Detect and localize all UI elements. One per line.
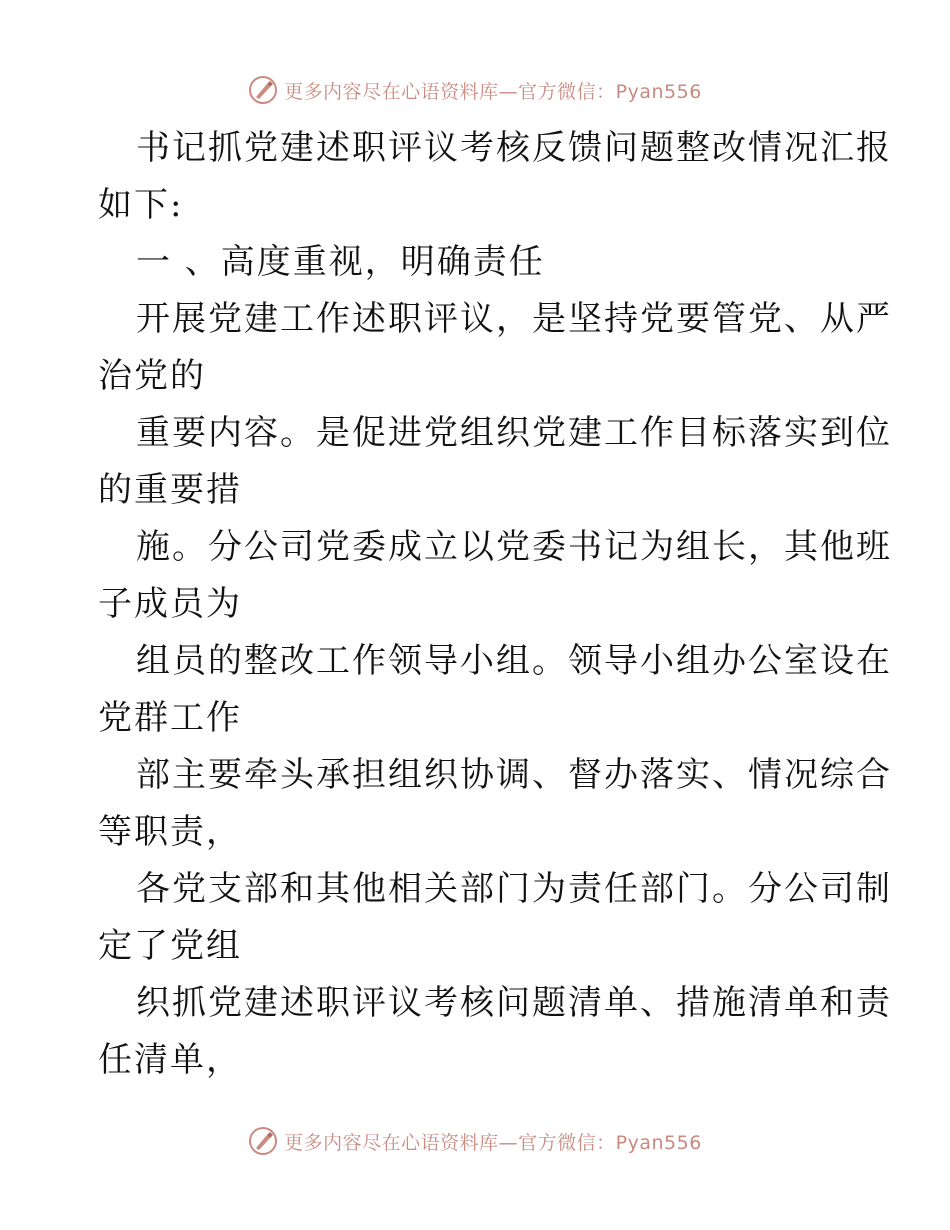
body-line: 织抓党建述职评议考核问题清单、措施清单和责	[136, 983, 892, 1023]
body-line: 定了党组	[98, 926, 242, 966]
body-line: 任清单，	[98, 1040, 242, 1080]
body-line: 子成员为	[98, 584, 242, 624]
footer-banner-text: 更多内容尽在心语资料库—官方微信：Pyan556	[284, 1131, 702, 1154]
body-line: 党群工作	[98, 698, 242, 738]
section-heading: 一 、高度重视，明确责任	[136, 242, 545, 282]
body-line: 组员的整改工作领导小组。领导小组办公室设在	[136, 641, 892, 681]
pen-logo-icon	[248, 1126, 278, 1156]
body-line: 治党的	[98, 356, 206, 396]
body-line: 书记抓党建述职评议考核反馈问题整改情况汇报	[136, 128, 892, 168]
header-banner	[0, 70, 950, 110]
body-line: 部主要牵头承担组织协调、督办落实、情况综合	[136, 755, 892, 795]
document-body	[98, 120, 892, 1089]
body-line: 如下:	[98, 185, 184, 225]
body-line: 各党支部和其他相关部门为责任部门。分公司制	[136, 869, 892, 909]
body-line: 的重要措	[98, 470, 242, 510]
header-banner-text: 更多内容尽在心语资料库—官方微信：Pyan556	[284, 80, 702, 103]
body-line: 等职责，	[98, 812, 242, 852]
footer-banner	[0, 1121, 950, 1161]
pen-logo-icon	[248, 75, 278, 105]
body-line: 开展党建工作述职评议，是坚持党要管党、从严	[136, 299, 892, 339]
body-line: 重要内容。是促进党组织党建工作目标落实到位	[136, 413, 892, 453]
body-line: 施。分公司党委成立以党委书记为组长，其他班	[136, 527, 892, 567]
